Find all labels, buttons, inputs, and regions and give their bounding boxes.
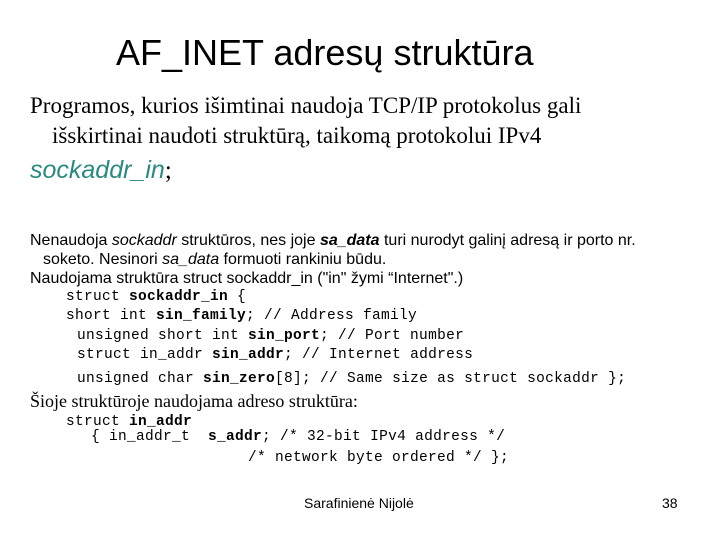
code-text: struct [66, 289, 130, 305]
code1-line-5 [77, 371, 626, 387]
footer-author: Sarafinienė Nijolė [304, 495, 414, 511]
code-text: [8]; // Same size as struct sockaddr }; [275, 371, 627, 387]
code-text: struct [66, 414, 130, 430]
code-text: ; // Port number [320, 328, 465, 344]
para2-term-sa-data: sa_data [162, 251, 220, 268]
para2-line-3: Naudojama struktūra struct sockaddr_in ("in" žymi “Internet".) [30, 270, 464, 287]
intro-line-1: Programos, kurios išimtinai naudoja TCP/IP protokolus gali [30, 93, 582, 118]
code-text: unsigned char [77, 371, 204, 387]
code2-line-2 [91, 429, 505, 445]
semicolon: ; [164, 157, 172, 184]
sockaddr-in-line [30, 156, 172, 185]
code-text: unsigned short int [77, 328, 249, 344]
code-identifier: sin_zero [203, 371, 276, 387]
code-identifier: sin_family [156, 308, 247, 324]
code-text: ; // Internet address [284, 347, 474, 363]
para2-term-sockaddr: sockaddr [111, 232, 177, 249]
intro-line-2: išskirtinai naudoti struktūrą, taikomą protokolui IPv4 [52, 123, 542, 148]
code-identifier: sin_port [248, 328, 321, 344]
code1-line-1 [66, 289, 246, 305]
para2-line-1 [30, 231, 636, 250]
code-identifier: sin_addr [212, 347, 285, 363]
code-text: ; /* 32-bit IPv4 address */ [262, 429, 506, 445]
struct-heading: Šioje struktūroje naudojama adreso struktūra: [30, 391, 358, 411]
code-identifier: in_addr [129, 414, 193, 430]
code1-line-4 [77, 347, 473, 363]
para2-text: turi nurodyt galinį adresą ir porto nr. [379, 232, 636, 249]
para2-text: Nenaudoja [30, 232, 112, 249]
code-identifier: sockaddr_in [129, 289, 229, 305]
code-text: struct in_addr [77, 347, 213, 363]
para2-term-sa-data: sa_data [319, 232, 380, 249]
code-text: ; // Address family [246, 308, 418, 324]
para2-line-2 [43, 250, 386, 269]
para2-text: soketo. Nesinori [43, 251, 163, 268]
code2-line-3: /* network byte ordered */ }; [248, 450, 510, 466]
code-text: { in_addr_t [91, 429, 209, 445]
code-text: short int [66, 308, 157, 324]
code-identifier: s_addr [208, 429, 263, 445]
page-number: 38 [662, 495, 678, 511]
slide-title: AF_INET adresų struktūra [116, 32, 534, 73]
code1-line-3 [77, 328, 464, 344]
sockaddr-in-term: sockaddr_in [30, 156, 165, 184]
para2-text: formuoti rankiniu būdu. [219, 251, 387, 268]
para2-text: struktūros, nes joje [176, 232, 320, 249]
code1-line-2 [66, 308, 417, 324]
code2-line-1 [66, 414, 192, 430]
code-text: { [228, 289, 247, 305]
